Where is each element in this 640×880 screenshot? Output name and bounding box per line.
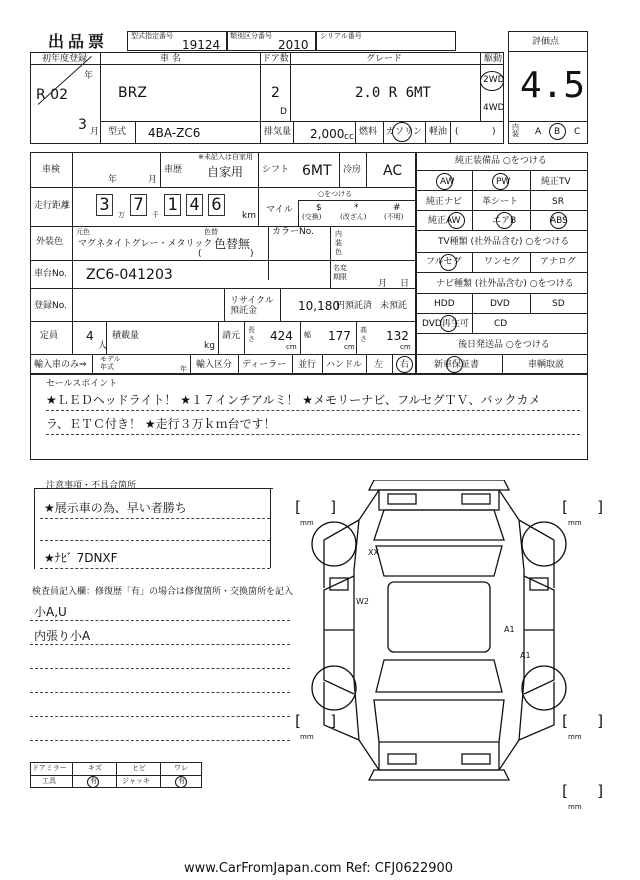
equip-aw-circle (436, 173, 453, 190)
inspector-label: 検査員記入欄：修復歴「有」の場合は修復箇所・交換箇所を記入 (32, 587, 294, 597)
name-change-day: 日 (400, 279, 410, 289)
interior-b: B (554, 127, 561, 137)
sheet-title: 出品票 (48, 32, 109, 51)
tv-type-title: TV種類 (社外品含む) ○をつける (438, 237, 570, 247)
tv-fullseg-circle (440, 254, 457, 271)
use-value: 自家用 (207, 165, 244, 179)
tools-yes-circle (87, 776, 99, 788)
mileage-digit-2: 7 (130, 194, 147, 216)
handle-right: 右 (400, 360, 410, 370)
shaken-label: 車検 (42, 165, 61, 175)
chassis: ZC6-041203 (86, 267, 173, 283)
tire-rr-mm: mm (568, 733, 582, 741)
length: 424 (270, 329, 293, 343)
mark-w2: W2 (356, 597, 369, 606)
jack-label: ジャッキ (122, 777, 150, 785)
fuel-gas-circle (392, 122, 412, 142)
drive-label: 駆動 (484, 54, 503, 64)
first-reg-label: 初年度登録 (42, 54, 88, 64)
shaken-month: 月 (148, 175, 158, 185)
height-label: 高さ (360, 326, 367, 343)
sales-point-label: セールスポイント (46, 379, 118, 389)
equip-abs: ABS (550, 216, 568, 226)
navi-cd: CD (494, 319, 508, 329)
exchange-sym: $ (316, 203, 322, 213)
repaint-paren-open: ( (198, 249, 202, 259)
color-no-label: 色替 (204, 228, 218, 236)
interior-c: C (574, 127, 581, 137)
model: 4BA-ZC6 (148, 126, 201, 140)
import-cat-label: 輸入区分 (196, 360, 233, 370)
tire-fl-mm: mm (300, 519, 314, 527)
mile-label: マイル (266, 205, 293, 215)
tire-rr-bracket: [ ] (560, 712, 606, 730)
handle-right-circle (396, 356, 413, 373)
front-bumper (369, 480, 509, 490)
height: 132 (386, 329, 409, 343)
load-unit: kg (204, 341, 215, 351)
recycle-not: 未預託 (380, 301, 408, 311)
displacement-label: 排気量 (264, 127, 292, 137)
tv-analog: アナログ (540, 257, 577, 267)
mark-a1-upper: A1 (504, 625, 515, 634)
mileage-digit-1: 3 (96, 194, 113, 216)
km-label: km (242, 211, 256, 221)
name-change-label: 名変期限 (333, 264, 347, 281)
month-suffix: 月 (90, 127, 100, 137)
color-code-label: カラーNo. (272, 227, 314, 237)
tire-spare-bracket: [ ] (560, 782, 606, 800)
equip-aw: AW (440, 177, 455, 187)
jack-yes-circle (175, 776, 187, 788)
genuine-title: 純正装備品 ○をつける (455, 156, 547, 166)
first-reg-month: 3 (78, 117, 87, 133)
later-manual: 新車保証書 (434, 360, 480, 370)
score-value: 4.5 (520, 65, 586, 106)
wheel-front-left (312, 522, 356, 566)
ac-label: 冷房 (343, 165, 362, 175)
handle-label: ハンドル (326, 360, 363, 370)
width-label: 幅 (304, 331, 311, 339)
load-label: 積載量 (112, 331, 140, 341)
man-label: 万 (118, 211, 125, 219)
car-diagram (284, 480, 604, 790)
displacement-unit: cc (344, 132, 354, 142)
sales-point-line-2: ラ、ＥＴＣ付き！ ★走行３万ｋｍ台です！ (46, 417, 276, 431)
interior-a: A (535, 127, 542, 137)
exchange-label: (交換) (302, 213, 322, 221)
kind-label: 請元 (222, 331, 241, 341)
broken-label: ワレ (174, 764, 188, 772)
later-title: 後日発送品 ○をつける (458, 340, 550, 350)
equip-fw-circle (496, 212, 513, 229)
recycle-unit: 円預託済 (336, 301, 373, 311)
navi-hdd: HDD (434, 299, 455, 309)
length-label: 長さ (248, 326, 255, 343)
dealer-label: ディーラー (242, 360, 287, 370)
import-label: 輸入車のみ⇒ (34, 360, 87, 370)
name-change-month: 月 (378, 279, 388, 289)
score-label: 評価点 (532, 37, 560, 47)
inspector-line-1: 小A,U (34, 605, 67, 619)
recycle: 10,180 (298, 299, 340, 313)
unknown-sym: # (393, 203, 401, 213)
navi-dvd-play-circle (440, 315, 457, 332)
sales-point-line-1: ★ＬＥＤヘッドライト！ ★１７インチアルミ！ ★メモリーナビ、フルセグＴＶ、バックカメ (46, 393, 541, 407)
length-unit: cm (286, 343, 297, 351)
drive-4wd: 4WD (483, 103, 505, 113)
tamper-sym: * (354, 203, 359, 213)
car-roof (388, 582, 490, 652)
width-unit: cm (344, 343, 355, 351)
interior-color-label: 内装色 (335, 230, 342, 256)
car-body-outline (354, 490, 524, 770)
unknown-label: (不明) (384, 213, 404, 221)
equip-fw: エアB (492, 216, 517, 226)
tire-spare-mm: mm (568, 803, 582, 811)
rear-bumper (369, 770, 509, 780)
equip-genuine-aw-circle (448, 212, 465, 229)
mark-xx: XX (368, 548, 379, 557)
equip-sr: SR (552, 197, 564, 207)
interior-label: 内装 (512, 123, 519, 138)
chassis-label: 車台No. (34, 269, 67, 279)
use-label: 車歴 (164, 165, 183, 175)
ac: AC (383, 163, 403, 179)
door-mirror-label: ドアミラー (32, 764, 67, 772)
mileage-digit-3: 1 (164, 194, 181, 216)
drive-2wd: 2WD (483, 75, 505, 85)
tire-rl-mm: mm (300, 733, 314, 741)
later-reg-docs: 車輌取説 (528, 360, 565, 370)
shift: 6MT (302, 163, 332, 179)
year-suffix: 年 (84, 71, 94, 81)
use-note: ※未記入は自家用 (198, 153, 253, 161)
tire-fl-bracket: [ ] (293, 498, 339, 516)
class-no-label: 類別区分番号 (230, 32, 272, 40)
wheel-rear-right (522, 666, 566, 710)
car-rear-window (376, 660, 502, 692)
capacity-label: 定員 (40, 331, 59, 341)
notes-line-2: ★ﾅﾋﾞ 7DNXF (44, 551, 118, 565)
inspector-line-2: 内張り小A (34, 629, 91, 643)
parallel-label: 並行 (298, 360, 317, 370)
serial-label: シリアル番号 (320, 32, 362, 40)
notes-label: 注意事項・不具合箇所 (46, 481, 137, 491)
equip-genuine-aw: 純正AW (428, 216, 461, 226)
mileage-digit-5: 6 (208, 194, 225, 216)
fuel-diesel: 軽油 (429, 127, 448, 137)
model-year-label: モデル年式 (100, 355, 121, 371)
navi-dvd-play: DVD再生可 (422, 319, 469, 329)
equip-pw-circle (492, 173, 509, 190)
model-label: 型式 (108, 127, 127, 137)
reg-no-label: 登録No. (34, 301, 67, 311)
interior-b-circle (549, 123, 566, 140)
drive-2wd-circle (480, 71, 504, 91)
sen-label: 千 (152, 211, 159, 219)
handle-left: 左 (374, 360, 384, 370)
scratch-label: キズ (88, 764, 102, 772)
tire-fr-mm: mm (568, 519, 582, 527)
class-no: 2010 (278, 38, 309, 52)
tamper-label: (改ざん) (340, 213, 367, 221)
original-color-label: 元色 (76, 228, 90, 236)
fuel-label: 燃料 (359, 127, 378, 137)
fuel-gas: ガソリン (386, 127, 423, 137)
capacity: 4 (86, 329, 94, 343)
grade-label: グレード (366, 54, 403, 64)
doors-label: ドア数 (262, 54, 289, 64)
equip-navi: 純正ナビ (426, 197, 463, 207)
tools-yes: 有 (90, 777, 97, 785)
footer-watermark: www.CarFromJapan.com Ref: CFJ0622900 (184, 861, 454, 876)
navi-sd: SD (552, 299, 565, 309)
exterior-label: 外装色 (36, 237, 64, 247)
repaint-paren-close: ) (250, 249, 254, 259)
height-unit: cm (400, 343, 411, 351)
paren-open: ( (455, 127, 459, 137)
crack-label: ヒビ (132, 764, 146, 772)
form-no-label: 型式指定番号 (131, 32, 173, 40)
mile-circle-note: ○をつける (318, 190, 353, 198)
tools-label: 工具 (42, 777, 56, 785)
equip-leather: 革シート (482, 197, 519, 207)
tv-oneseg: ワンセグ (484, 257, 521, 267)
car-hood (379, 490, 499, 510)
mileage-label: 走行距離 (34, 201, 71, 211)
paren-close: ) (492, 127, 496, 137)
mileage-digit-4: 4 (186, 194, 203, 216)
car-name-label: 車 名 (160, 54, 181, 64)
equip-pw: PW (496, 177, 511, 187)
tire-fr-bracket: [ ] (560, 498, 606, 516)
equip-abs-circle (550, 212, 567, 229)
width: 177 (328, 329, 351, 343)
navi-type-title: ナビ種類 (社外品含む) ○をつける (436, 279, 574, 289)
recycle-label: リサイクル預託金 (230, 296, 274, 316)
shift-label: シフト (262, 165, 290, 175)
doors: 2 (271, 85, 280, 101)
doors-suffix: D (280, 107, 287, 117)
tire-rl-bracket: [ ] (293, 712, 339, 730)
capacity-unit: 人 (98, 341, 108, 351)
tv-fullseg: フルセグ (426, 257, 462, 267)
later-manual-circle (446, 356, 463, 373)
wheel-front-right (522, 522, 566, 566)
car-windshield (376, 546, 502, 576)
repaint: 色替無 (214, 237, 251, 251)
jack-yes: 有 (178, 777, 185, 785)
grade: 2.0 R 6MT (355, 85, 431, 101)
mark-a1-lower: A1 (520, 651, 531, 660)
notes-line-1: ★展示車の為、早い者勝ち (44, 501, 187, 515)
original-color: マグネタイトグレー・メタリック (78, 239, 213, 249)
displacement: 2,000 (310, 127, 345, 141)
shaken-year: 年 (108, 175, 118, 185)
wheel-rear-left (312, 666, 356, 710)
form-no: 19124 (182, 38, 221, 52)
navi-dvd: DVD (490, 299, 510, 309)
first-reg-era: R 02 (36, 87, 68, 103)
equip-tv: 純正TV (541, 177, 571, 187)
car-name: BRZ (118, 85, 147, 101)
model-year-unit: 年 (180, 365, 187, 373)
